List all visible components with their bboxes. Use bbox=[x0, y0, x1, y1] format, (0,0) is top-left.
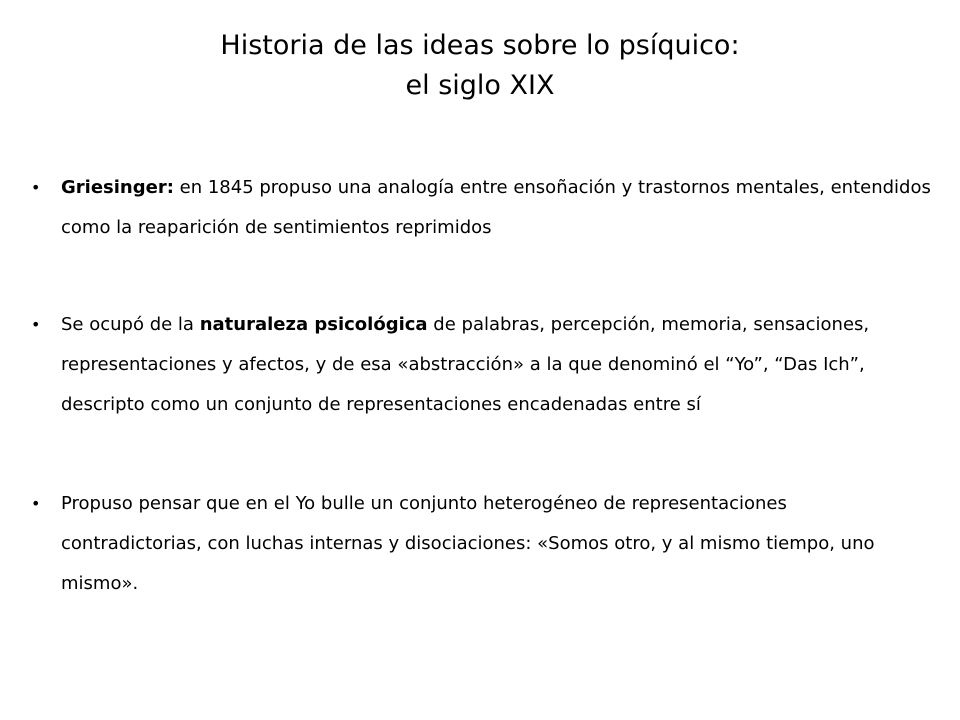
bullet-item-yo bbox=[28, 484, 933, 604]
bullet-marker: • bbox=[31, 315, 41, 334]
bullet-text: Propuso pensar que en el Yo bulle un conjunto heterogéneo de representaciones contradictorias, con luchas internas y disociaciones: «Somos otro, y al mismo tiempo, uno mismo». bbox=[61, 493, 875, 594]
bullet-text-after: de palabras, percepción, memoria, sensaciones, representaciones y afectos, y de esa «abstracción» a la que denominó el “Yo”, “Das Ich”, descripto como un conjunto de representaciones encadenadas entre sí bbox=[61, 314, 870, 415]
bullet-list bbox=[28, 168, 933, 604]
slide-title bbox=[0, 26, 960, 106]
bullet-marker: • bbox=[31, 494, 41, 513]
slide-title-line-1: Historia de las ideas sobre lo psíquico: bbox=[220, 30, 740, 61]
bullet-item-griesinger bbox=[28, 168, 933, 248]
bullet-bold-emphasis: naturaleza psicológica bbox=[199, 314, 428, 335]
bullet-text-before: Se ocupó de la bbox=[61, 314, 200, 335]
bullet-item-naturaleza bbox=[28, 305, 933, 425]
slide-title-line-2: el siglo XIX bbox=[405, 70, 555, 101]
bullet-marker: • bbox=[31, 178, 41, 197]
bullet-text: en 1845 propuso una analogía entre ensoñación y trastornos mentales, entendidos como la reaparición de sentimientos reprimidos bbox=[61, 177, 931, 238]
bullet-bold-lead: Griesinger: bbox=[61, 177, 174, 198]
